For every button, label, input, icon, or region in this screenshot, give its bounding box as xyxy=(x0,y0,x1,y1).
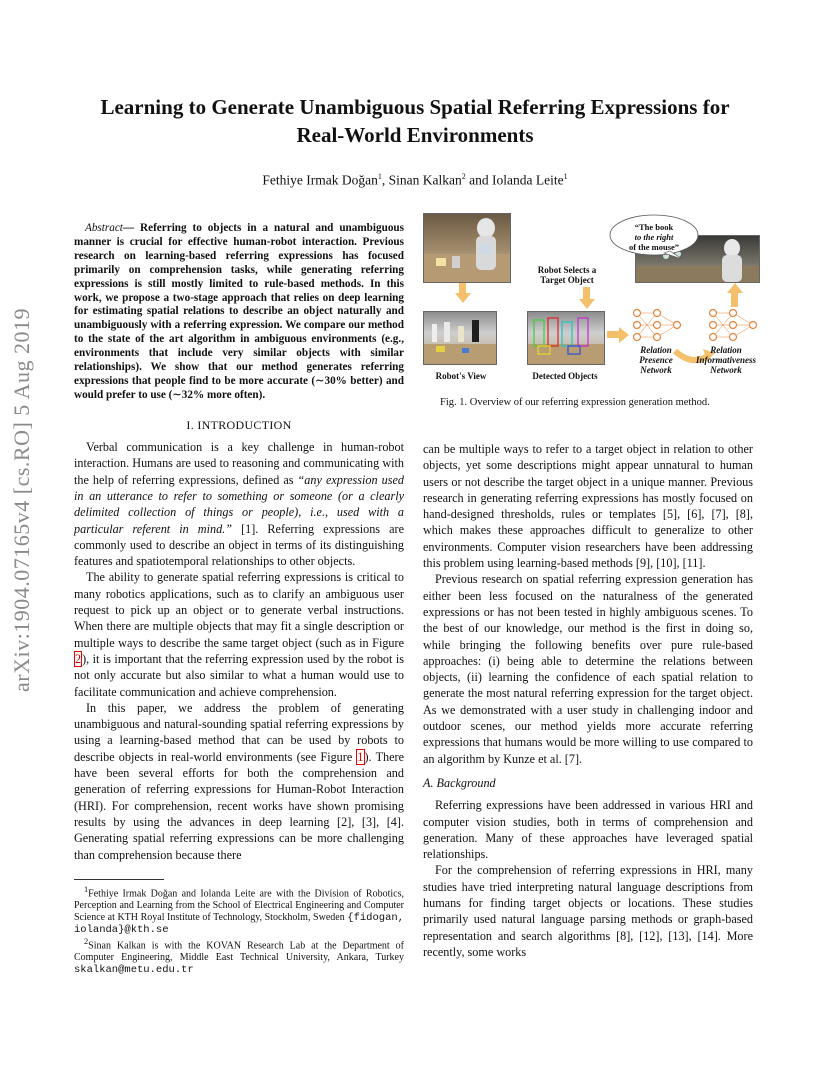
figure-1-caption: Fig. 1. Overview of our referring expression generation method. xyxy=(440,397,710,408)
intro-paragraph-1 xyxy=(74,439,404,569)
text-run: The ability to generate spatial referring expressions is critical to many robotics applications, such as to clarify an ambiguous user request to pick up an object or to generate verbal instructions. When there are multiple objects that may fit a single description or multiple ways to describe the same target object (such as in Figure xyxy=(74,570,404,650)
label-line: Relation xyxy=(710,345,742,355)
abstract-label: Abstract xyxy=(85,222,123,234)
text-run: Sinan Kalkan is with the KOVAN Research Lab at the Department of Computer Engineering, Middle East Technical University, Ankara, Turkey xyxy=(74,940,404,964)
right-paragraph-4: For the comprehension of referring expressions in HRI, many studies have tried interpreting natural language descriptions from humans for finding target objects or locations. These studies primarily used natural language parsing methods or graph-based representation and search algorithms [8], [12], [13], [14]. More recently, some works xyxy=(423,863,753,959)
detected-objects-photo xyxy=(527,311,605,365)
paper-title xyxy=(70,93,760,149)
footnote-1: $^1$Fethiye Irmak Doğan and Iolanda Leite are with the Division of Robotics, Perception and Learning from the School of Electrical Engineering and Computer Science at KTH Royal Institute of Technology, Stockholm, Sweden {fidogan, iolanda}@kth.se xyxy=(74,884,404,937)
text-run: ). There have been several efforts for both the comprehension and generation of referring expressions for Human-Robot Interaction (HRI). For comprehension, recent works have shown promising results by using the advances in deep learning [2], [3], [4]. Generating spatial referring expressions can be more challenging than comprehension because there xyxy=(74,749,404,862)
author-1: Fethiye Irmak Doğan xyxy=(262,172,378,188)
figure-reference-link[interactable]: 1 xyxy=(357,749,364,764)
label-line: Network xyxy=(640,365,672,375)
relation-presence-network-icon xyxy=(631,307,683,343)
title-line-1: Learning to Generate Unambiguous Spatial Referring Expressions for xyxy=(100,95,730,119)
relation-presence-network-label xyxy=(627,345,685,375)
robots-view-photo xyxy=(423,311,497,365)
label-line: Robot Selects a xyxy=(537,265,597,275)
relation-informativeness-network-label xyxy=(691,345,761,375)
author-3: Iolanda Leite xyxy=(492,172,564,188)
label-line: Network xyxy=(710,365,742,375)
right-column xyxy=(423,441,753,960)
author-2: Sinan Kalkan xyxy=(388,172,462,188)
detected-objects-illustration xyxy=(528,312,604,364)
title-line-2: Real-World Environments xyxy=(296,123,534,147)
subsection-heading-background: A. Background xyxy=(423,775,496,790)
label-line: Presence xyxy=(639,355,673,365)
speech-bubble-text xyxy=(613,222,695,252)
abstract-dash: — xyxy=(122,222,135,234)
arrow-stem xyxy=(583,287,590,299)
author-list: Fethiye Irmak Doğan$^1$, Sinan Kalkan$^2$ and Iolanda Leite$^1$ xyxy=(262,172,568,188)
text-run: Fethiye Irmak Doğan and Iolanda Leite are with the Division of Robotics, Perception and Learning from the School of Electrical Engineering and Computer Science at KTH Royal Institute of Technology, Stockholm, Sweden xyxy=(74,888,404,924)
figure-reference-link[interactable]: 2 xyxy=(75,651,82,666)
detected-objects-label: Detected Objects xyxy=(532,371,598,381)
relation-informativeness-network-icon xyxy=(707,307,759,343)
section-heading-introduction: I. INTRODUCTION xyxy=(186,417,292,432)
label-line: Target Object xyxy=(540,275,594,285)
intro-paragraph-3 xyxy=(74,700,404,863)
footnote-rule xyxy=(74,879,164,880)
figure-1 xyxy=(423,213,758,385)
text-run: In this paper, we address the problem of generating unambiguous and natural-sounding spatial referring expressions by using a learning-based method that can be used by robots to describe objects in real-world environments (see Figure xyxy=(74,700,404,764)
robot-scene-illustration xyxy=(424,214,510,282)
label-line: Informativeness xyxy=(695,355,756,365)
abstract xyxy=(74,222,404,403)
author-separator: and xyxy=(465,172,492,188)
arrow-stem xyxy=(731,293,738,307)
arxiv-identifier-banner xyxy=(6,285,38,715)
text-run: [1]. Referring expressions are commonly used to describe an object in terms of its distinguishing features and spatiotemporal relationships to other objects. xyxy=(74,521,404,569)
bubble-line: of the mouse” xyxy=(628,242,680,252)
text-run: Verbal communication is a key challenge in human-robot interaction. Humans are used to reasoning and communicating with the help of referring expressions, defined as xyxy=(74,440,404,487)
left-column xyxy=(74,222,404,976)
author-separator: , xyxy=(381,172,389,188)
arrow-down-icon xyxy=(455,293,471,303)
arrow-up-icon xyxy=(727,283,743,293)
robots-view-label: Robot's View xyxy=(435,371,487,381)
arxiv-identifier-text: arXiv:1904.07165v4 [cs.RO] 5 Aug 2019 xyxy=(9,308,34,692)
email-address: skalkan@metu.edu.tr xyxy=(74,964,194,977)
right-paragraph-3: Referring expressions have been addressed in various HRI and computer vision studies, both in terms of comprehension and generation. Many of these approaches have leveraged spatial relationships. xyxy=(423,798,753,862)
footnote-2: $^2$Sinan Kalkan is with the KOVAN Research Lab at the Department of Computer Engineering, Middle East Technical University, Ankara, Turkey skalkan@metu.edu.tr xyxy=(74,937,404,977)
arrow-right-icon xyxy=(619,327,629,343)
text-run: ), it is important that the referring expression used by the robot is not only accurate but also similar to what a human would use to facilitate communication and achieve comprehension. xyxy=(74,651,404,699)
robot-scene-photo xyxy=(423,213,511,283)
arrow-stem xyxy=(459,283,466,293)
right-paragraph-1: can be multiple ways to refer to a target object in relation to other objects, yet some descriptions might appear unnatural to human users or not describe the target object in a unique manner. Previous research in generating referring expressions has mostly focused on hand-designed thresholds, rules or templates [5], [6], [7], [8], which makes these approaches difficult to generalize to other environments. Computer vision researchers have been addressing this problem using learning-based methods [9], [10], [11]. xyxy=(423,442,753,571)
bubble-line: to the right xyxy=(634,232,674,242)
robots-view-illustration xyxy=(424,312,496,364)
email-address: {fidogan, iolanda}@kth.se xyxy=(74,912,404,937)
label-line: Relation xyxy=(640,345,672,355)
arrow-down-icon xyxy=(579,299,595,309)
abstract-text: Referring to objects in a natural and unambiguous manner is crucial for effective human-robot interaction. Previous research on learning-based referring expressions has focused primarily on comprehension tasks, while generating referring expressions is still mostly limited to rule-based methods. In this work, we propose a two-stage approach that relies on deep learning for estimating spatial relations to describe an object naturally and unambiguously with a referring expression. We compare our method to the state of the art algorithm in ambiguous environments (e.g., environments that include very similar objects with similar relationships). We show that our method generates referring expressions that people find to be more accurate (∼30% better) and would prefer to use (∼32% more often). xyxy=(74,222,404,401)
intro-paragraph-2 xyxy=(74,569,404,699)
bubble-line: “The book xyxy=(634,222,674,232)
robot-selects-target-label xyxy=(527,265,607,285)
right-paragraph-2: Previous research on spatial referring expression generation has either been less focused on the naturalness of the generated expressions or has not been tested in highly ambiguous scenes. To the best of our knowledge, our method is the first in doing so, while bringing the following benefits over pure rule-based approaches: (i) being able to determine the relations between objects, (ii) learning the confidence of each spatial relation to generate the most natural referring expression for the target object. As we demonstrated with a user study in challenging indoor and outdoor scenes, our method yields more accurate referring expressions that humans would be more willing to use compared to an algorithm by Kunze et al. [7]. xyxy=(423,572,753,766)
quoted-definition: “any expression used in an utterance to refer to something or someone (or a clearly delimited collection of things or people), i.e., used with a particular referent in mind.” xyxy=(74,472,404,536)
